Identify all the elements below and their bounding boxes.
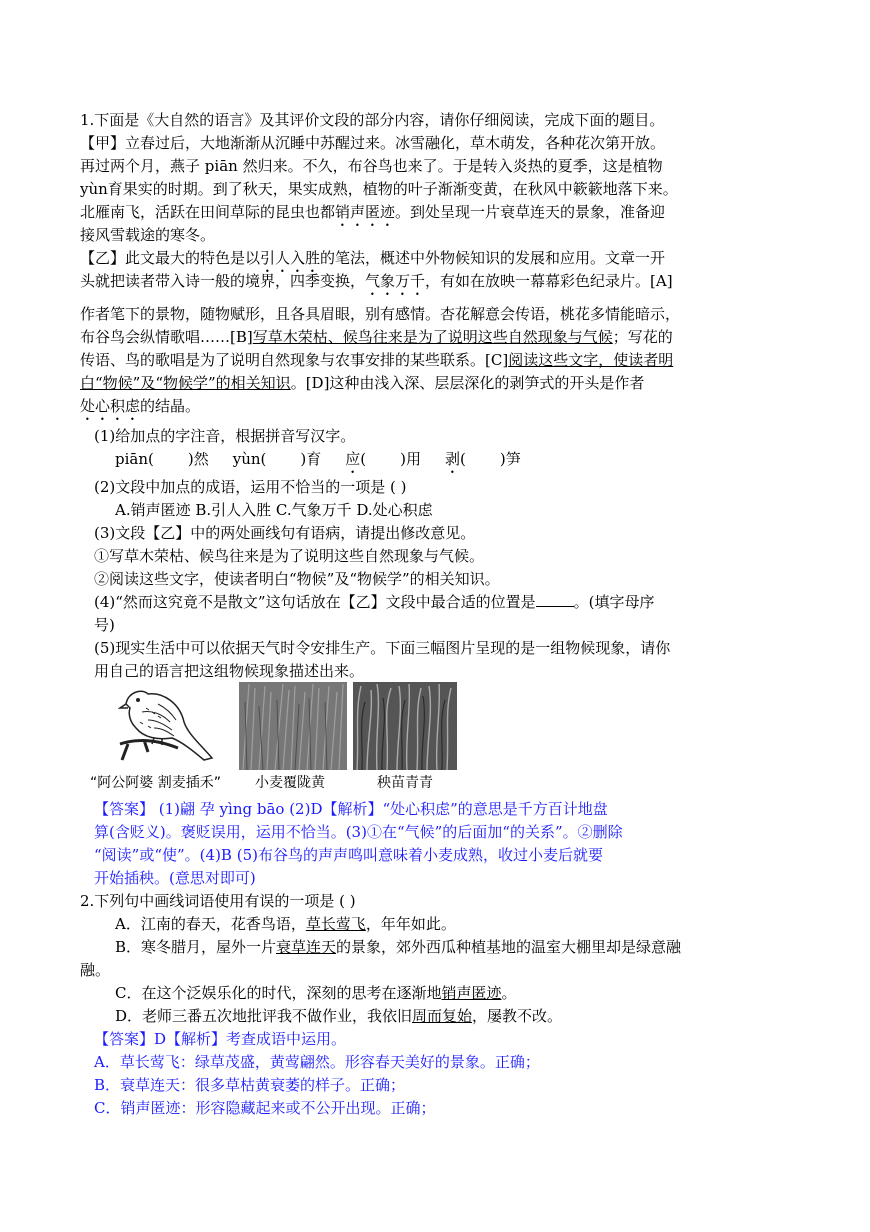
passage-jia-line-5: 接风雪载途的寒冬。 xyxy=(80,226,216,244)
explain-2-b: B．衰草连天：很多草枯黄衰萎的样子。正确； xyxy=(94,1076,406,1094)
question-2-option-b: B．寒冬腊月，屋外一片衰草连天的景象，郊外西瓜种植基地的温室大棚里却是绿意融 xyxy=(115,938,682,956)
passage-yi-line-5: 传语、鸟的歌唱是为了说明自然现象与农事安排的某些联系。[C]阅读这些文字，使读者明 xyxy=(80,351,674,369)
passage-jia-line-3: yùn育果实的时期。到了秋天，果实成熟，植物的叶子渐渐变黄，在秋风中簌簌地落下来。 xyxy=(80,180,678,198)
subquestion-3-sentence-b: ②阅读这些文字，使读者明白“物候”及“物候学”的相关知识。 xyxy=(94,570,500,588)
answer-2: 【答案】D【解析】考查成语中运用。 xyxy=(94,1030,347,1048)
cuckoo-bird-illustration xyxy=(118,682,214,770)
question-2-title: 2.下列句中画线词语使用有误的一项是 ( ) xyxy=(80,892,356,910)
subquestion-3-sentence-a: ①写草木荣枯、候鸟往来是为了说明这些自然现象与气候。 xyxy=(94,547,485,565)
answer-1-line-2: 算(含贬义)。褒贬误用，运用不恰当。(3)①在“气候”的后面加“的关系”。②删除 xyxy=(94,823,623,841)
question-2-option-b-cont: 融。 xyxy=(80,961,111,979)
passage-yi-line-6: 白“物候”及“物候学”的相关知识。[D]这种由浅入深、层层深化的剥笋式的开头是作者 xyxy=(80,374,645,392)
subquestion-2-options: A.销声匿迹 B.引人入胜 C.气象万千 D.处心积虑 xyxy=(115,501,433,519)
subquestion-1-blanks: piān( )然 yùn( )育 应( )用 剥( )笋 xyxy=(115,450,521,468)
question-2-option-c: C．在这个泛娱乐化的时代，深刻的思考在逐渐地销声匿迹。 xyxy=(115,984,517,1002)
passage-yi-line-1: 【乙】此文最大的特色是以引人入胜的笔法，概述中外物候知识的发展和应用。文章一开 xyxy=(80,249,666,267)
rice-seedlings-photo xyxy=(353,682,457,770)
passage-jia-line-2: 再过两个月，燕子 piān 然归来。不久，布谷鸟也来了。于是转入炎热的夏季，这是植物 xyxy=(80,157,663,175)
passage-jia-line-4: 北雁南飞，活跃在田间草际的昆虫也都销声匿迹。到处呈现一片衰草连天的景象，准备迎 xyxy=(80,203,666,221)
passage-yi-line-3: 作者笔下的景物，随物赋形，且各具眉眼，别有感情。杏花解意会传语，桃花多情能暗示， xyxy=(80,305,681,323)
answer-1-line-3: “阅读”或“使”。(4)B (5)布谷鸟的声声鸣叫意味着小麦成熟，收过小麦后就要 xyxy=(94,846,603,864)
subquestion-4-line-1: (4)“然而这究竟不是散文”这句话放在【乙】文段中最合适的位置是 。(填字母序 xyxy=(94,593,655,611)
passage-yi-line-7: 处心积虑的结晶。 xyxy=(80,397,201,415)
answer-blank xyxy=(536,592,574,607)
passage-yi-line-4: 布谷鸟会纵情歌唱……[B]写草木荣枯、候鸟往来是为了说明这些自然现象与气候；写花的 xyxy=(80,328,673,346)
subquestion-1: (1)给加点的字注音，根据拼音写汉字。 xyxy=(94,427,356,445)
answer-1-line-1: 【答案】 (1)翩 孕 yìng bāo (2)D【解析】“处心积虑”的意思是千方百计地盘 xyxy=(94,800,608,818)
subquestion-2: (2)文段中加点的成语，运用不恰当的一项是 ( ) xyxy=(94,478,407,496)
subquestion-5-line-2: 用自己的语言把这组物候现象描述出来。 xyxy=(94,662,365,680)
explain-2-a: A．草长莺飞：绿草茂盛，黄莺翩然。形容春天美好的景象。正确； xyxy=(94,1053,540,1071)
subquestion-4-line-2: 号) xyxy=(94,616,115,634)
caption-seedlings: 秧苗青青 xyxy=(377,775,433,791)
subquestion-5-line-1: (5)现实生活中可以依据天气时令安排生产。下面三幅图片呈现的是一组物候现象，请你 xyxy=(94,639,671,657)
subquestion-3: (3)文段【乙】中的两处画线句有语病，请提出修改意见。 xyxy=(94,524,476,542)
passage-yi-line-2: 头就把读者带入诗一般的境界，四季变换，气象万千，有如在放映一幕幕彩色纪录片。[A] xyxy=(80,272,673,290)
caption-cuckoo: “阿公阿婆 割麦插禾” xyxy=(90,775,221,791)
explain-2-c: C．销声匿迹：形容隐藏起来或不公开出现。正确； xyxy=(94,1099,436,1117)
caption-wheat: 小麦覆陇黄 xyxy=(255,775,325,791)
passage-jia-line-1: 【甲】立春过后，大地渐渐从沉睡中苏醒过来。冰雪融化，草木萌发，各种花次第开放。 xyxy=(80,134,666,152)
wheat-field-photo xyxy=(239,682,347,770)
question-1-title: 1.下面是《大自然的语言》及其评价文段的部分内容，请你仔细阅读，完成下面的题目。 xyxy=(80,111,665,129)
question-2-option-a: A．江南的春天，花香鸟语，草长莺飞，年年如此。 xyxy=(115,915,456,933)
question-2-option-d: D．老师三番五次地批评我不做作业，我依旧周而复始，屡教不改。 xyxy=(115,1007,563,1025)
answer-1-line-4: 开始插秧。(意思对即可) xyxy=(94,869,256,887)
